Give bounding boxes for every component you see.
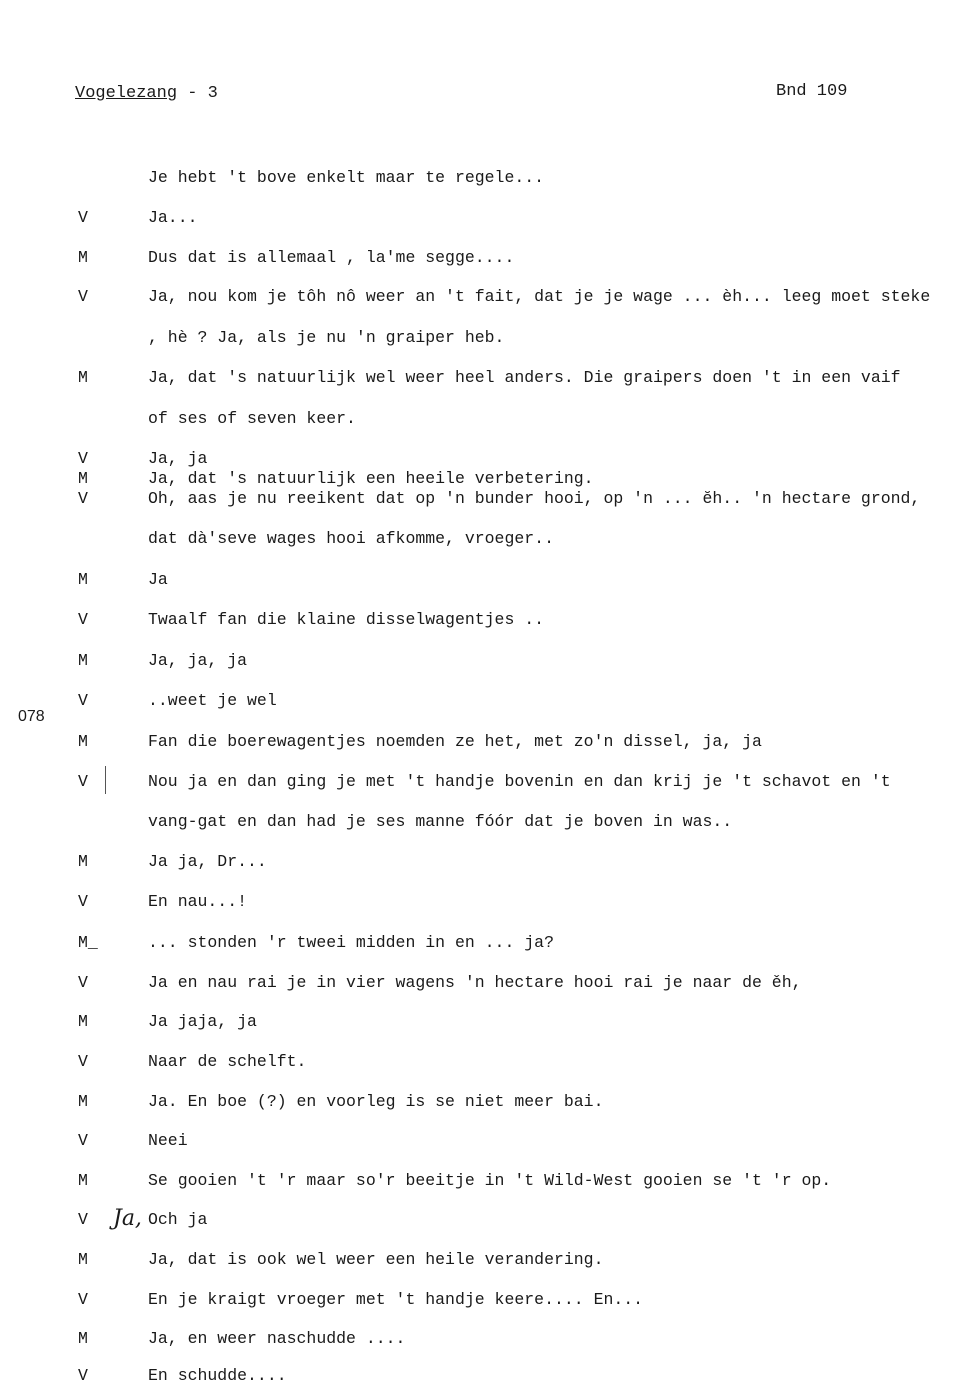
speaker-label: V: [78, 449, 88, 468]
transcript-line: [0, 469, 954, 491]
speaker-label: V: [78, 610, 88, 629]
line-text: Ja jaja, ja: [148, 1012, 257, 1031]
speaker-label: M: [78, 651, 88, 670]
handwritten-note: Ja,: [113, 1206, 142, 1231]
speaker-label: V: [78, 489, 88, 508]
line-text: ... stonden 'r tweei midden in en ... ja?: [148, 933, 554, 952]
page-title: [75, 84, 218, 103]
line-text: Ja, ja, ja: [148, 651, 248, 670]
transcript-line: [0, 732, 954, 754]
transcript-line: [0, 449, 954, 471]
transcript-line: [0, 610, 954, 632]
transcript-line: [0, 973, 954, 995]
transcript-line: [0, 208, 954, 230]
line-text: Ja, dat 's natuurlijk een heeile verbetering.: [148, 469, 594, 488]
transcript-line: [0, 1210, 954, 1232]
volume-reference: Bnd 109: [776, 82, 848, 101]
line-text: dat dà'seve wages hooi afkomme, vroeger..: [148, 529, 554, 548]
line-text: Oh, aas je nu reeikent dat op 'n bunder hooi, op 'n ... ĕh.. 'n hectare grond,: [148, 489, 921, 508]
transcript-line: [0, 328, 954, 350]
speaker-label: M_: [78, 933, 98, 952]
transcript-line: [0, 570, 954, 592]
line-text: ..weet je wel: [148, 691, 277, 710]
transcript-line: [0, 1092, 954, 1114]
transcript-line: [0, 651, 954, 673]
speaker-label: M: [78, 368, 88, 387]
speaker-label: M: [78, 732, 88, 751]
speaker-label: V: [78, 1210, 88, 1229]
speaker-label: V: [78, 287, 88, 306]
transcript-line: [0, 1171, 954, 1193]
transcript-line: [0, 529, 954, 551]
line-text: Dus dat is allemaal , la'me segge....: [148, 248, 515, 267]
line-text: Ja. En boe (?) en voorleg is se niet meer bai.: [148, 1092, 604, 1111]
speaker-label: V: [78, 1131, 88, 1150]
transcript-line: [0, 1131, 954, 1153]
speaker-label: M: [78, 1012, 88, 1031]
line-text: Ja, ja: [148, 449, 208, 468]
line-text: Ja: [148, 570, 168, 589]
line-text: Se gooien 't 'r maar so'r beeitje in 't Wild-West gooien se 't 'r op.: [148, 1171, 832, 1190]
transcript-line: [0, 1052, 954, 1074]
speaker-label: V: [78, 892, 88, 911]
margin-timestamp: 078: [18, 708, 45, 725]
line-text: Neei: [148, 1131, 188, 1150]
transcript-line: [0, 1329, 954, 1351]
speaker-label: V: [78, 1290, 88, 1309]
transcript-line: [0, 489, 954, 511]
speaker-label: V: [78, 691, 88, 710]
speaker-label: M: [78, 570, 88, 589]
transcript-line: [0, 933, 954, 955]
line-text: Ja, dat 's natuurlijk wel weer heel anders. Die graipers doen 't in een vaif: [148, 368, 901, 387]
line-text: , hè ? Ja, als je nu 'n graiper heb.: [148, 328, 505, 347]
speaker-label: M: [78, 1250, 88, 1269]
transcript-line: [0, 1012, 954, 1034]
transcript-line: [0, 287, 954, 309]
line-text: En schudde....: [148, 1366, 287, 1385]
transcript-line: [0, 1366, 954, 1388]
transcript-line: [0, 248, 954, 270]
line-text: vang-gat en dan had je ses manne fóór dat je boven in was..: [148, 812, 733, 831]
transcript-line: [0, 1250, 954, 1272]
transcript-line: [0, 852, 954, 874]
line-text: Twaalf fan die klaine disselwagentjes ..: [148, 610, 545, 629]
line-text: En nau...!: [148, 892, 248, 911]
speaker-label: M: [78, 1329, 88, 1348]
speaker-label: M: [78, 1171, 88, 1190]
line-text: of ses of seven keer.: [148, 409, 356, 428]
speaker-label: M: [78, 248, 88, 267]
line-text: Nou ja en dan ging je met 't handje bovenin en dan krij je 't schavot en 't: [148, 772, 891, 791]
line-text: Ja en nau rai je in vier wagens 'n hectare hooi rai je naar de ěh,: [148, 973, 802, 992]
speaker-label: V: [78, 208, 88, 227]
line-text: Je hebt 't bove enkelt maar te regele...: [148, 168, 545, 187]
line-text: Ja, en weer naschudde ....: [148, 1329, 406, 1348]
transcript-line: [0, 772, 954, 794]
speaker-label: V: [78, 1366, 88, 1385]
title-name: Vogelezang: [75, 84, 178, 103]
line-text: Ja ja, Dr...: [148, 852, 267, 871]
transcript-line: [0, 691, 954, 713]
speaker-label: V: [78, 772, 88, 791]
transcript-line: [0, 409, 954, 431]
transcript-line: [0, 1290, 954, 1312]
line-text: Ja...: [148, 208, 198, 227]
line-text: Fan die boerewagentjes noemden ze het, met zo'n dissel, ja, ja: [148, 732, 762, 751]
title-page-number: - 3: [177, 84, 218, 103]
transcript-line: [0, 368, 954, 390]
speaker-label: M: [78, 852, 88, 871]
line-text: Och ja: [148, 1210, 208, 1229]
line-text: Ja, dat is ook wel weer een heile verandering.: [148, 1250, 604, 1269]
transcript-line: [0, 892, 954, 914]
transcript-line: [0, 812, 954, 834]
line-text: Ja, nou kom je tôh nô weer an 't fait, dat je je wage ... èh... leeg moet steke: [148, 287, 931, 306]
transcript-line: [0, 168, 954, 190]
line-text: En je kraigt vroeger met 't handje keere.... En...: [148, 1290, 644, 1309]
speaker-label: M: [78, 469, 88, 488]
speaker-label: V: [78, 973, 88, 992]
speaker-label: M: [78, 1092, 88, 1111]
line-text: Naar de schelft.: [148, 1052, 307, 1071]
speaker-label: V: [78, 1052, 88, 1071]
